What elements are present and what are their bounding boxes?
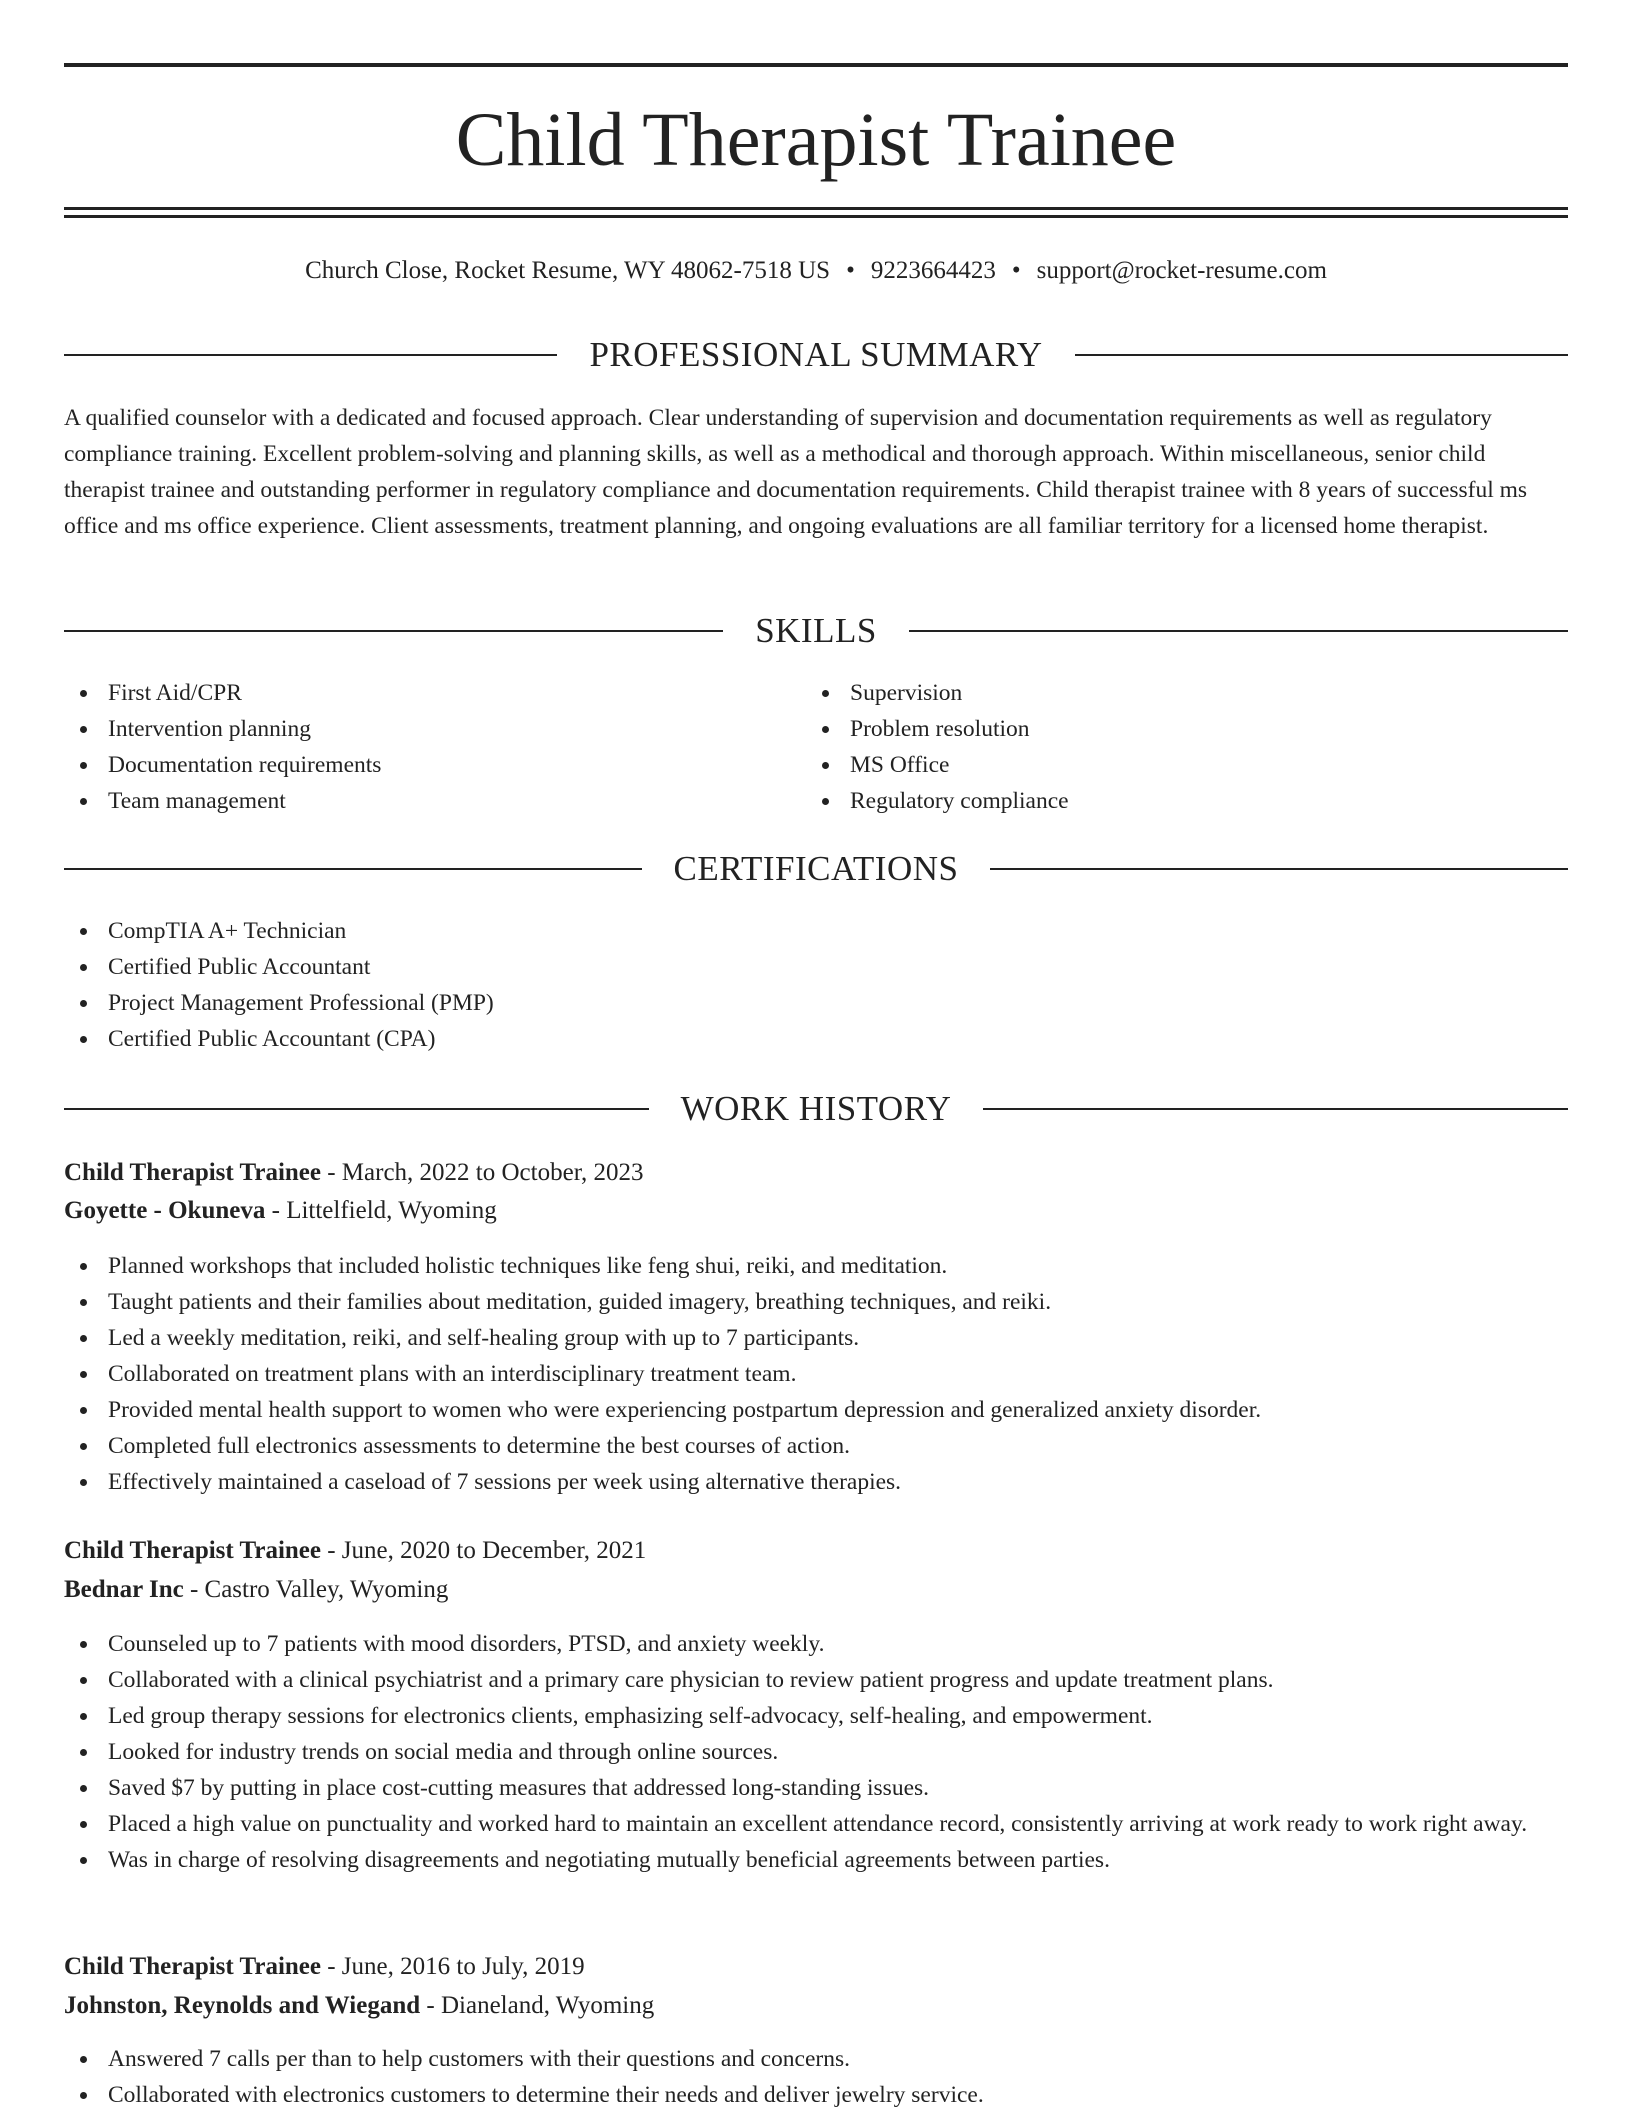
- job-location: - Castro Valley, Wyoming: [183, 1576, 449, 1603]
- job-bullet: Collaborated with electronics customers to determine their needs and deliver jewelry service.: [64, 2077, 1568, 2112]
- job-bullet: Planned workshops that included holistic techniques like feng shui, reiki, and meditation.: [64, 1248, 1568, 1284]
- job-title: Child Therapist Trainee: [64, 1159, 321, 1186]
- skill-item: Intervention planning: [64, 711, 804, 747]
- section-heading-certifications: [64, 849, 1568, 889]
- resume-page: [64, 0, 1568, 2112]
- job-title-line: [64, 1155, 1568, 1191]
- section-heading-summary: [64, 335, 1568, 375]
- job-bullet: Was in charge of resolving disagreements and negotiating mutually beneficial agreements between parties.: [64, 1842, 1568, 1878]
- job-bullet: Answered 7 calls per than to help customers with their questions and concerns.: [64, 2041, 1568, 2077]
- job-bullets: [64, 1248, 1568, 1500]
- job-bullets: [64, 1626, 1568, 1878]
- contact-address: Church Close, Rocket Resume, WY 48062-7518 US: [305, 257, 831, 284]
- summary-paragraph: A qualified counselor with a dedicated and focused approach. Clear understanding of supervision and documentation requirements as well as regulatory compliance training. Excellent problem-solving and planning skills, as well as a methodical and thorough approach. Within miscellaneous, senior child therapist trainee and outstanding performer in regulatory compliance and documentation requirements. Child therapist trainee with 8 years of successful ms office and ms office experience. Client assessments, treatment planning, and ongoing evaluations are all familiar territory for a licensed home therapist.: [64, 405, 1528, 539]
- certification-item: Certified Public Accountant: [64, 949, 1568, 985]
- job-company-line: [64, 1988, 1568, 2024]
- contact-email[interactable]: support@rocket-resume.com: [1036, 257, 1327, 284]
- certification-item: Certified Public Accountant (CPA): [64, 1021, 1568, 1057]
- certifications-list: [64, 913, 1568, 1057]
- section-rule-right: [990, 868, 1568, 870]
- job-location: - Littelfield, Wyoming: [265, 1197, 497, 1224]
- job-company: Bednar Inc: [64, 1576, 184, 1603]
- section-rule-right: [983, 1108, 1568, 1110]
- job-bullet: Led group therapy sessions for electronics clients, emphasizing self-advocacy, self-healing, and empowerment.: [64, 1698, 1568, 1734]
- header-double-rule-upper: [64, 207, 1568, 210]
- contact-phone: 9223664423: [870, 257, 996, 284]
- skill-item: Regulatory compliance: [806, 783, 1546, 819]
- section-rule-left: [64, 1108, 649, 1110]
- job-bullet: Placed a high value on punctuality and worked hard to maintain an excellent attendance record, consistently arriving at work ready to work right away.: [64, 1806, 1568, 1842]
- section-rule-left: [64, 630, 723, 632]
- section-rule-right: [909, 630, 1568, 632]
- job-dates: - June, 2020 to December, 2021: [320, 1537, 647, 1564]
- skill-item: Team management: [64, 783, 804, 819]
- job-bullet: Effectively maintained a caseload of 7 sessions per week using alternative therapies.: [64, 1464, 1568, 1500]
- skill-item: Supervision: [806, 675, 1546, 711]
- job-bullets: [64, 2041, 1568, 2112]
- section-title: CERTIFICATIONS: [673, 849, 959, 888]
- job-bullet: Led a weekly meditation, reiki, and self-healing group with up to 7 participants.: [64, 1320, 1568, 1356]
- resume-title: Child Therapist Trainee: [455, 98, 1177, 182]
- job-dates: - June, 2016 to July, 2019: [320, 1953, 585, 1980]
- job-company-line: [64, 1572, 1568, 1608]
- certification-item: CompTIA A+ Technician: [64, 913, 1568, 949]
- job-company: Goyette - Okuneva: [64, 1197, 266, 1224]
- job-bullet: Saved $7 by putting in place cost-cutting measures that addressed long-standing issues.: [64, 1770, 1568, 1806]
- skill-item: Problem resolution: [806, 711, 1546, 747]
- job-company: Johnston, Reynolds and Wiegand: [64, 1992, 421, 2019]
- section-heading-work-history: [64, 1089, 1568, 1129]
- skill-item: Documentation requirements: [64, 747, 804, 783]
- header-top-rule: [64, 63, 1568, 67]
- skill-item: First Aid/CPR: [64, 675, 804, 711]
- job-bullet: Taught patients and their families about meditation, guided imagery, breathing techniques, and reiki.: [64, 1284, 1568, 1320]
- certification-item: Project Management Professional (PMP): [64, 985, 1568, 1021]
- job-location: - Dianeland, Wyoming: [420, 1992, 655, 2019]
- job-dates: - March, 2022 to October, 2023: [320, 1159, 644, 1186]
- job-company-line: [64, 1193, 1568, 1229]
- job-bullet: Collaborated on treatment plans with an interdisciplinary treatment team.: [64, 1356, 1568, 1392]
- job-bullet: Completed full electronics assessments to determine the best courses of action.: [64, 1428, 1568, 1464]
- contact-separator: •: [846, 257, 855, 284]
- contact-separator: •: [1011, 257, 1021, 284]
- contact-line: [64, 254, 1568, 288]
- section-rule-left: [64, 868, 642, 870]
- job-title-line: [64, 1533, 1568, 1569]
- skill-item: MS Office: [806, 747, 1546, 783]
- section-title: PROFESSIONAL SUMMARY: [589, 335, 1043, 374]
- job-bullet: Counseled up to 7 patients with mood disorders, PTSD, and anxiety weekly.: [64, 1626, 1568, 1662]
- section-rule-left: [64, 354, 557, 356]
- job-bullet: Collaborated with a clinical psychiatrist and a primary care physician to review patient progress and update treatment plans.: [64, 1662, 1568, 1698]
- job-bullet: Looked for industry trends on social media and through online sources.: [64, 1734, 1568, 1770]
- section-rule-right: [1075, 354, 1568, 356]
- section-title: SKILLS: [755, 611, 877, 650]
- header-double-rule-lower: [64, 215, 1568, 218]
- job-title-line: [64, 1949, 1568, 1985]
- job-title: Child Therapist Trainee: [64, 1537, 321, 1564]
- job-bullet: Provided mental health support to women who were experiencing postpartum depression and generalized anxiety disorder.: [64, 1392, 1568, 1428]
- skills-list-right: [806, 675, 1546, 819]
- section-title: WORK HISTORY: [680, 1089, 952, 1128]
- skills-list-left: [64, 675, 804, 819]
- job-title: Child Therapist Trainee: [64, 1953, 321, 1980]
- section-heading-skills: [64, 611, 1568, 651]
